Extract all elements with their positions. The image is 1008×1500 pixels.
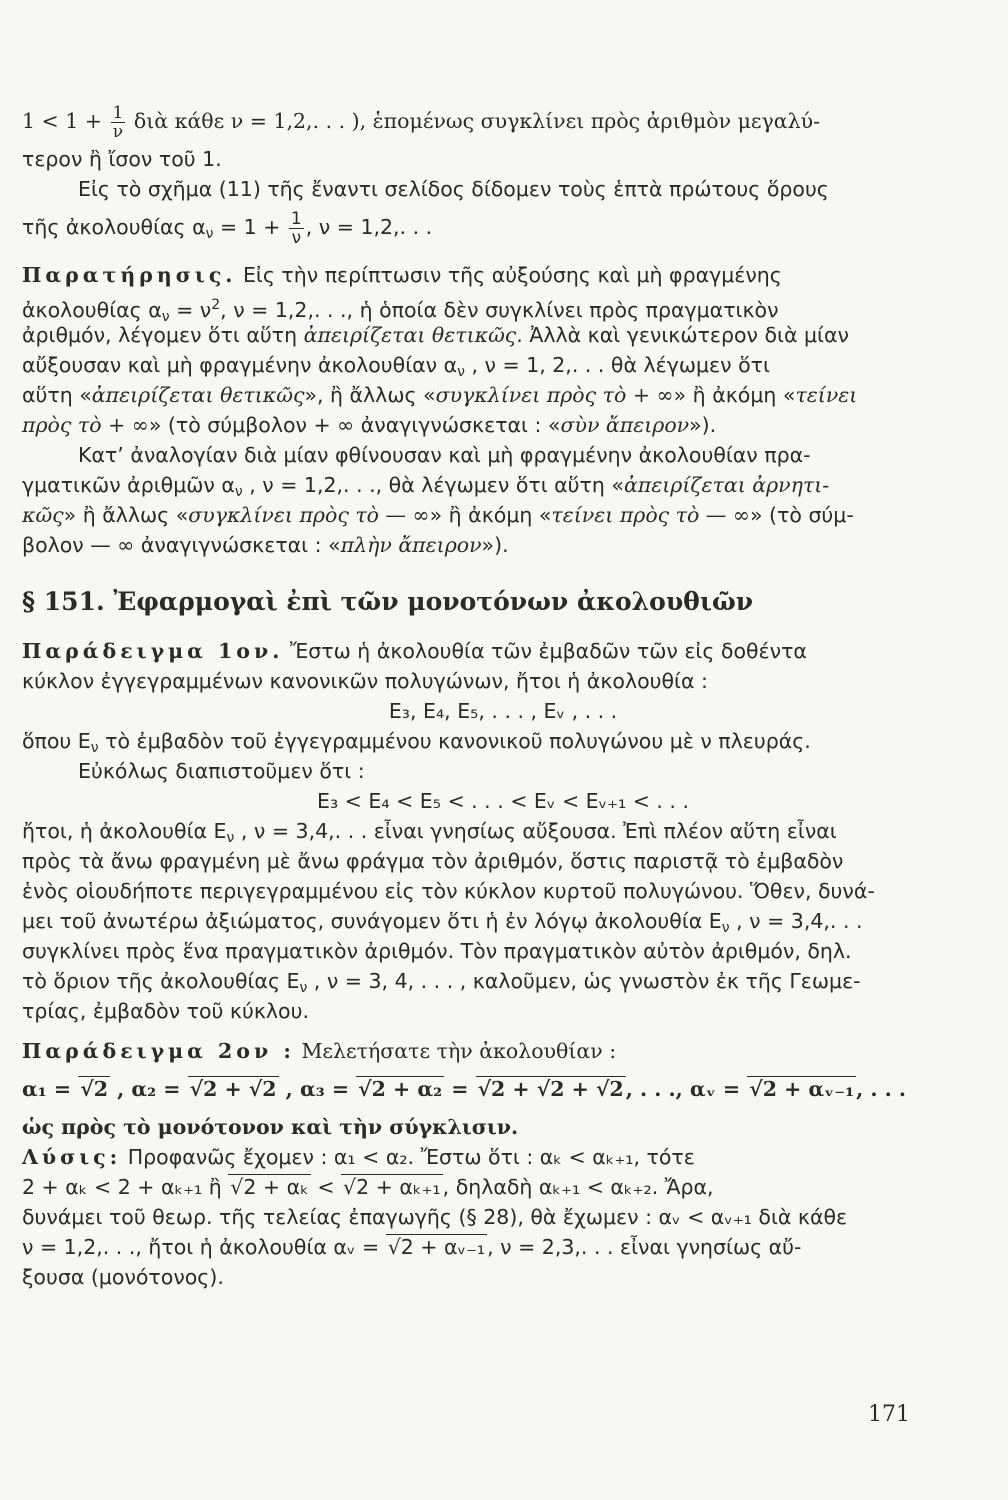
text-line: τρίας, ἐμβαδὸν τοῦ κύκλου. bbox=[22, 999, 309, 1023]
text-line: μει τοῦ ἀνωτέρω ἀξιώματος, συνάγομεν ὅτι ἡ ἐν λόγῳ ἀκολουθία $E_\nu$ , ν = 3,4,. . . bbox=[22, 909, 863, 936]
fraction: $\frac{1}{\nu}$ bbox=[290, 208, 302, 248]
text-line: δυνάμει τοῦ θεωρ. τῆς τελείας ἐπαγωγῆς (§ 28), θὰ ἔχωμεν : αᵥ < αᵥ₊₁ διὰ κάθε bbox=[22, 1205, 848, 1229]
text-line bbox=[22, 98, 984, 144]
text-line: 2 + αₖ < 2 + αₖ₊₁ ἢ √2 + αₖ < √2 + αₖ₊₁, δηλαδὴ αₖ₊₁ < αₖ₊₂. Ἄρα, bbox=[22, 1175, 714, 1199]
text-line: κύκλον ἐγγεγραμμένων κανονικῶν πολυγώνων, ἤτοι ἡ ἀκολουθία : bbox=[22, 669, 708, 693]
text-line: τερον ἢ ἴσον τοῦ 1. bbox=[22, 147, 222, 171]
text-line: Κατ’ ἀναλογίαν διὰ μίαν φθίνουσαν καὶ μὴ φραγμένην ἀκολουθίαν πρα- bbox=[78, 443, 811, 467]
text-line: πρὸς τὰ ἄνω φραγμένη μὲ ἄνω φράγμα τὸν ἀριθμόν, ὅστις παριστᾷ τὸ ἐμβαδὸν bbox=[22, 849, 844, 873]
text-line: πρὸς τὸ + ∞» (τὸ σύμβολον + ∞ ἀναγιγνώσκεται : «σὺν ἄπειρον»). bbox=[22, 413, 717, 437]
text-line: ξουσα (μονότονος). bbox=[22, 1265, 224, 1289]
text-line: γματικῶν ἀριθμῶν $\alpha_\nu$ , ν = 1,2,. . ., θὰ λέγωμεν ὅτι αὕτη «ἀπειρίζεται ἀρνητι- bbox=[22, 473, 830, 500]
text-line: ἀκολουθίας $\alpha_\nu = \nu^2$, ν = 1,2,. . ., ἡ ὁποία δὲν συγκλίνει πρὸς πραγματικὸν bbox=[22, 297, 779, 325]
text-line: βολον — ∞ ἀναγιγνώσκεται : «πλὴν ἄπειρον»). bbox=[22, 533, 509, 557]
text-line: ἤτοι, ἡ ἀκολουθία $E_\nu$ , ν = 3,4,. . . εἶναι γνησίως αὔξουσα. Ἐπὶ πλέον αὕτη εἶναι bbox=[22, 819, 837, 846]
text-line: αὔξουσαν καὶ μὴ φραγμένην ἀκολουθίαν $\alpha_\nu$ , ν = 1, 2,. . . θὰ λέγωμεν ὅτι bbox=[22, 353, 770, 380]
text-line: ν = 1,2,. . ., ἤτοι ἡ ἀκολουθία αᵥ = √2 + αᵥ₋₁, ν = 2,3,. . . εἶναι γνησίως αὔ- bbox=[22, 1235, 802, 1259]
text-line: ὅπου $E_\nu$ τὸ ἐμβαδὸν τοῦ ἐγγεγραμμένου κανονικοῦ πολυγώνου μὲ ν πλευράς. bbox=[22, 729, 811, 756]
example-title: Παράδειγμα 1ον. bbox=[22, 639, 284, 663]
text-span: διὰ κάθε ν = 1,2,. . . ), ἑπομένως συγκλίνει πρὸς ἀριθμὸν μεγαλύ- bbox=[133, 109, 821, 133]
text-line: κῶς» ἢ ἄλλως «συγκλίνει πρὸς τὸ — ∞» ἢ ἀκόμη «τείνει πρὸς τὸ — ∞» (τὸ σύμ- bbox=[22, 503, 854, 527]
text-line: Παρατήρησις. Εἰς τὴν περίπτωσιν τῆς αὐξούσης καὶ μὴ φραγμένης bbox=[22, 263, 782, 287]
example-title: Παράδειγμα 2ον : bbox=[22, 1039, 295, 1063]
text-line: τῆς ἀκολουθίας $\alpha_\nu = 1$ + $\frac{1}{\nu}$ , ν = 1,2,. . . bbox=[22, 208, 433, 248]
section-heading: § 151. Ἐφαρμογαὶ ἐπὶ τῶν μονοτόνων ἀκολουθιῶν bbox=[22, 587, 754, 616]
text-line: ἀριθμόν, λέγομεν ὅτι αὕτη ἀπειρίζεται θετικῶς. Ἀλλὰ καὶ γενικώτερον διὰ μίαν bbox=[22, 323, 849, 347]
math-display: α₁ = √2 , α₂ = √2 + √2 , α₃ = √2 + α₂ = √2 + √2 + √2, . . ., αᵥ = √2 + αᵥ₋₁, . . . bbox=[22, 1077, 907, 1101]
text-line: Εὐκόλως διαπιστοῦμεν ὅτι : bbox=[78, 759, 365, 783]
text-line: ἑνὸς οἱουδήποτε περιγεγραμμένου εἰς τὸν κύκλον κυρτοῦ πολυγώνου. Ὅθεν, δυνά- bbox=[22, 879, 875, 903]
solution-title: Λύσις: bbox=[22, 1145, 122, 1169]
fraction: $\frac{1}{\nu}$ bbox=[112, 103, 124, 142]
math-display: E₃ < E₄ < E₅ < . . . < Eᵥ < Eᵥ₊₁ < . . . bbox=[317, 789, 689, 813]
math-inequality: 1 < 1 + bbox=[22, 109, 102, 133]
page-number: 171 bbox=[868, 1402, 910, 1427]
text-line: Παράδειγμα 2ον : Μελετήσατε τὴν ἀκολουθίαν : bbox=[22, 1039, 617, 1063]
text-line: Λύσις: Προφανῶς ἔχομεν : α₁ < α₂. Ἔστω ὅτι : αₖ < αₖ₊₁, τότε bbox=[22, 1145, 695, 1169]
text-line: Εἰς τὸ σχῆμα (11) τῆς ἔναντι σελίδος δίδομεν τοὺς ἑπτὰ πρώτους ὅρους bbox=[78, 177, 829, 201]
text-line: συγκλίνει πρὸς ἕνα πραγματικὸν ἀριθμόν. Τὸν πραγματικὸν αὐτὸν ἀριθμόν, δηλ. bbox=[22, 939, 852, 963]
math-display: E₃, E₄, E₅, . . . , Eᵥ , . . . bbox=[388, 699, 618, 723]
page-body bbox=[22, 98, 984, 1292]
text-line: Παράδειγμα 1ον. Ἔστω ἡ ἀκολουθία τῶν ἐμβαδῶν τῶν εἰς δοθέντα bbox=[22, 639, 807, 663]
text-line: τὸ ὅριον τῆς ἀκολουθίας $E_\nu$ , ν = 3, 4, . . . , καλοῦμεν, ὡς γνωστὸν ἐκ τῆς Γεωμε- bbox=[22, 969, 861, 996]
text-line: αὕτη «ἀπειρίζεται θετικῶς», ἢ ἄλλως «συγκλίνει πρὸς τὸ + ∞» ἢ ἀκόμη «τείνει bbox=[22, 383, 858, 407]
text-line: ὡς πρὸς τὸ μονότονον καὶ τὴν σύγκλισιν. bbox=[22, 1115, 519, 1139]
remark-title: Παρατήρησις. bbox=[22, 263, 237, 287]
